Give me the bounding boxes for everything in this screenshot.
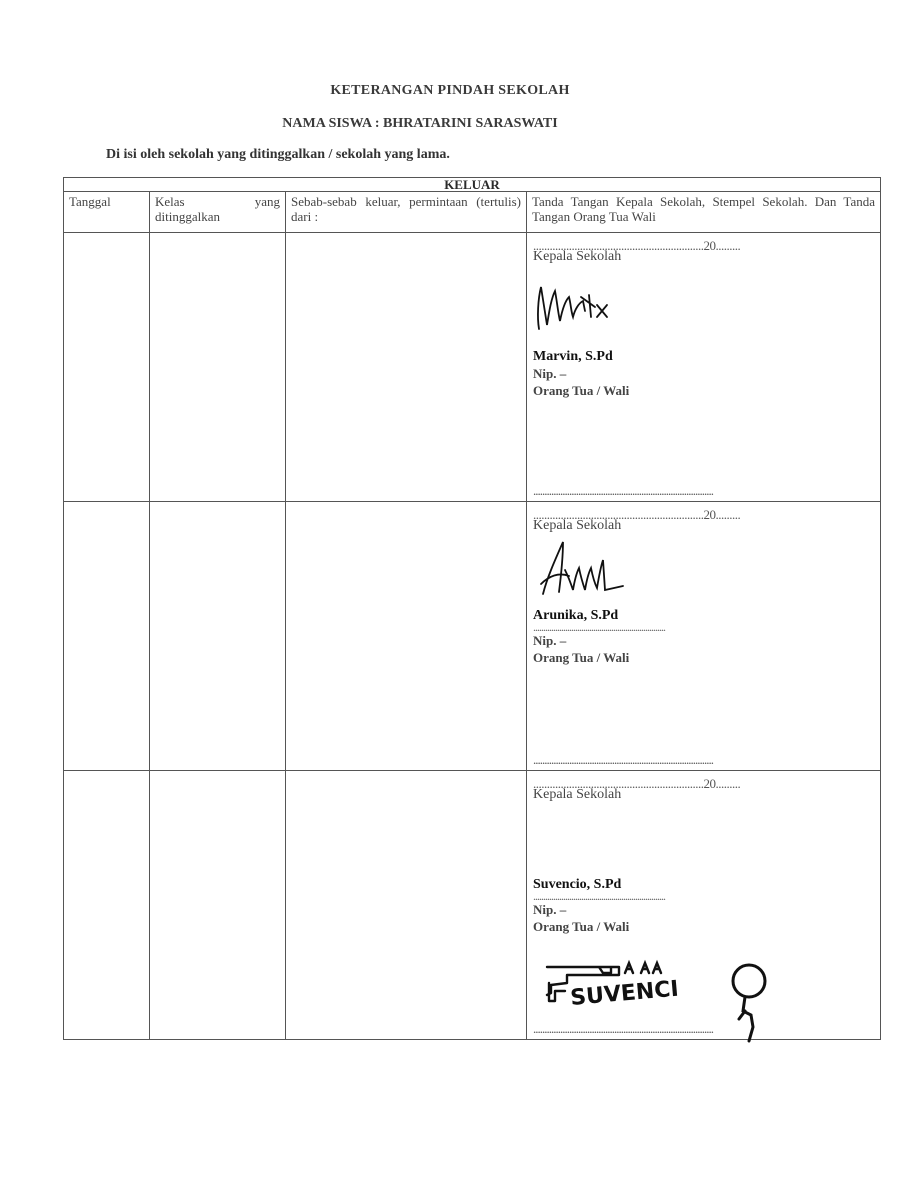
guardian-signature-line: ................................................................................	[533, 752, 713, 767]
date-line: ..............................................................20.........	[533, 776, 741, 791]
nip-label: Nip. –	[533, 366, 567, 381]
principal-name: Suvencio, S.Pd	[533, 877, 622, 892]
column-header-tanda-tangan: Tanda Tangan Kepala Sekolah, Stempel Sekolah. Dan Tanda Tangan Orang Tua Wali	[527, 192, 881, 233]
name-underline: ..................................................................	[533, 889, 665, 903]
signature-arunika	[533, 538, 633, 600]
signature-cell	[527, 502, 881, 771]
tanggal-cell	[64, 502, 150, 771]
instruction-text: Di isi oleh sekolah yang ditinggalkan / sekolah yang lama.	[106, 147, 450, 162]
sebab-cell	[286, 771, 527, 1040]
guardian-signature-line: ................................................................................	[533, 483, 713, 498]
table-row	[64, 502, 881, 771]
guardian-label: Orang Tua / Wali	[533, 383, 630, 398]
column-header-tanggal: Tanggal	[64, 192, 150, 233]
student-name-line: NAMA SISWA : BHRATARINI SARASWATI	[282, 116, 558, 131]
sebab-cell	[286, 233, 527, 502]
date-line: ..............................................................20.........	[533, 238, 741, 253]
guardian-signature-line: ................................................................................	[533, 1021, 713, 1036]
kelas-cell	[150, 502, 286, 771]
signature-cell	[527, 771, 881, 1040]
signature-scribble-text: SUVENCI	[569, 976, 680, 1011]
name-underline: ..................................................................	[533, 620, 665, 634]
tanggal-cell	[64, 233, 150, 502]
keluar-header: KELUAR	[64, 178, 881, 192]
kelas-cell	[150, 233, 286, 502]
table-row	[64, 771, 881, 1040]
document-title: KETERANGAN PINDAH SEKOLAH	[330, 83, 570, 98]
role-label: Kepala Sekolah	[533, 249, 622, 264]
guardian-label: Orang Tua / Wali	[533, 650, 630, 665]
signature-marvin	[533, 277, 623, 337]
transfer-table	[63, 177, 881, 1040]
sebab-cell	[286, 502, 527, 771]
principal-name: Arunika, S.Pd	[533, 608, 619, 623]
tanggal-cell	[64, 771, 150, 1040]
nip-label: Nip. –	[533, 633, 567, 648]
role-label: Kepala Sekolah	[533, 518, 622, 533]
principal-name: Marvin, S.Pd	[533, 349, 613, 364]
nip-label: Nip. –	[533, 902, 567, 917]
date-line: ..............................................................20.........	[533, 507, 741, 522]
guardian-label: Orang Tua / Wali	[533, 919, 630, 934]
signature-cell	[527, 233, 881, 502]
column-header-sebab: Sebab-sebab keluar, permintaan (tertulis) dari :	[286, 192, 527, 233]
role-label: Kepala Sekolah	[533, 787, 622, 802]
table-row	[64, 233, 881, 502]
kelas-cell	[150, 771, 286, 1040]
column-header-kelas: Kelas yang ditinggalkan	[150, 192, 286, 233]
